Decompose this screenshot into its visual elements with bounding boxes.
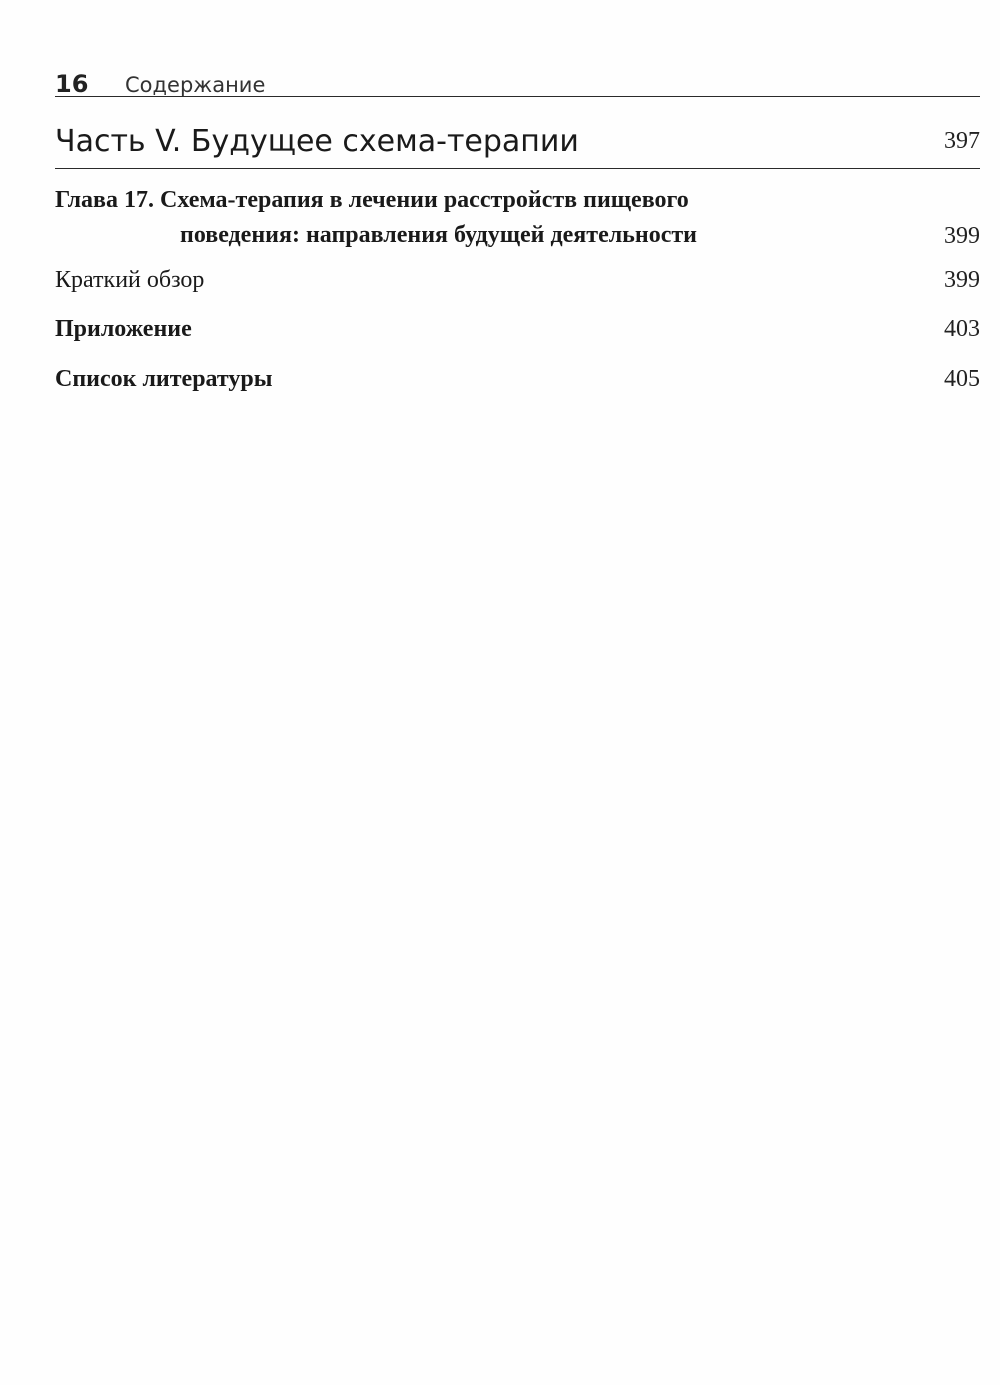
entry-page-ref: 405 [944, 366, 980, 392]
toc-chapter-entry [55, 183, 980, 253]
part-title: Часть V. Будущее схема-терапии [55, 124, 579, 159]
toc-entry-summary [55, 263, 980, 297]
entry-label: Краткий обзор [55, 267, 205, 293]
page-number: 16 [55, 70, 89, 98]
chapter-title-line2: поведения: направления будущей деятельности [180, 222, 697, 248]
chapter-page-ref: 399 [944, 223, 980, 249]
part-page-ref: 397 [944, 128, 980, 154]
toc-part-entry [55, 122, 980, 162]
part-rule [55, 168, 980, 169]
entry-page-ref: 399 [944, 267, 980, 293]
entry-page-ref: 403 [944, 316, 980, 342]
toc-entry-references [55, 362, 980, 396]
entry-label: Список литературы [55, 366, 273, 392]
chapter-title-line1: Глава 17. Схема-терапия в лечении расстройств пищевого [55, 187, 689, 213]
toc-entry-appendix [55, 312, 980, 346]
running-head-title: Содержание [125, 73, 266, 97]
header-rule [55, 96, 980, 97]
entry-label: Приложение [55, 316, 192, 342]
running-head [55, 70, 980, 98]
